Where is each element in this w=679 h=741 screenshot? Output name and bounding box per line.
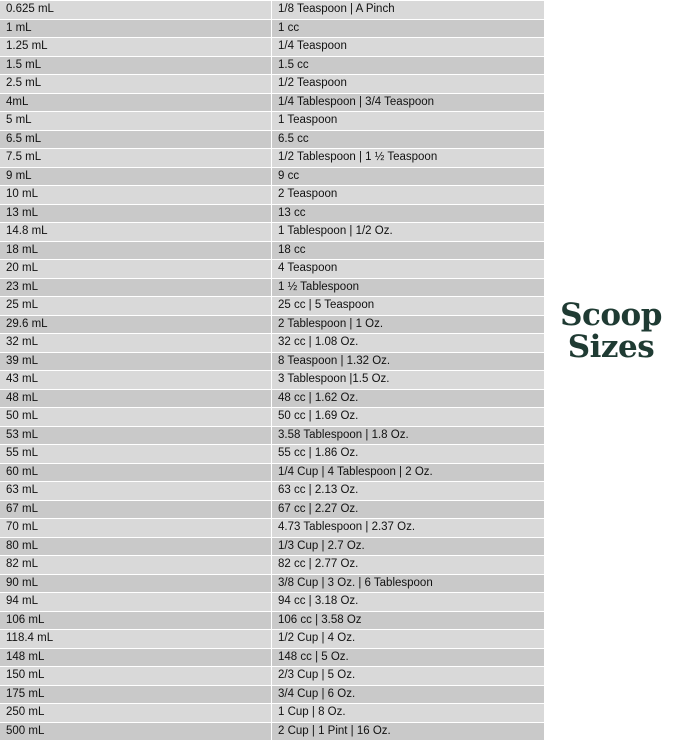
volume-cell: 118.4 mL <box>0 630 272 649</box>
volume-cell: 67 mL <box>0 500 272 519</box>
volume-cell: 175 mL <box>0 685 272 704</box>
equivalent-cell: 3.58 Tablespoon | 1.8 Oz. <box>272 426 545 445</box>
equivalent-cell: 1/2 Cup | 4 Oz. <box>272 630 545 649</box>
table-row <box>0 371 544 390</box>
equivalent-cell: 2 Tablespoon | 1 Oz. <box>272 315 545 334</box>
table-row <box>0 445 544 464</box>
table-row <box>0 19 544 38</box>
volume-cell: 106 mL <box>0 611 272 630</box>
volume-cell: 14.8 mL <box>0 223 272 242</box>
equivalent-cell: 94 cc | 3.18 Oz. <box>272 593 545 612</box>
volume-cell: 55 mL <box>0 445 272 464</box>
volume-cell: 1 mL <box>0 19 272 38</box>
table-row <box>0 38 544 57</box>
volume-cell: 23 mL <box>0 278 272 297</box>
equivalent-cell: 106 cc | 3.58 Oz <box>272 611 545 630</box>
equivalent-cell: 50 cc | 1.69 Oz. <box>272 408 545 427</box>
equivalent-cell: 32 cc | 1.08 Oz. <box>272 334 545 353</box>
volume-cell: 70 mL <box>0 519 272 538</box>
volume-cell: 1.25 mL <box>0 38 272 57</box>
volume-cell: 148 mL <box>0 648 272 667</box>
equivalent-cell: 1 ½ Tablespoon <box>272 278 545 297</box>
equivalent-cell: 1/8 Teaspoon | A Pinch <box>272 1 545 20</box>
table-row <box>0 630 544 649</box>
table-row <box>0 519 544 538</box>
equivalent-cell: 148 cc | 5 Oz. <box>272 648 545 667</box>
scoop-sizes-logo <box>543 297 679 365</box>
equivalent-cell: 1 Tablespoon | 1/2 Oz. <box>272 223 545 242</box>
equivalent-cell: 1.5 cc <box>272 56 545 75</box>
volume-cell: 39 mL <box>0 352 272 371</box>
equivalent-cell: 2/3 Cup | 5 Oz. <box>272 667 545 686</box>
volume-cell: 90 mL <box>0 574 272 593</box>
equivalent-cell: 1 Cup | 8 Oz. <box>272 704 545 723</box>
conversion-table-body <box>0 1 544 741</box>
volume-cell: 5 mL <box>0 112 272 131</box>
volume-cell: 60 mL <box>0 463 272 482</box>
volume-cell: 29.6 mL <box>0 315 272 334</box>
volume-cell: 250 mL <box>0 704 272 723</box>
table-row <box>0 537 544 556</box>
volume-cell: 10 mL <box>0 186 272 205</box>
table-row <box>0 574 544 593</box>
logo-line-one: Scoop <box>560 297 662 333</box>
table-row <box>0 704 544 723</box>
equivalent-cell: 3/4 Cup | 6 Oz. <box>272 685 545 704</box>
table-row <box>0 556 544 575</box>
table-row <box>0 1 544 20</box>
volume-cell: 20 mL <box>0 260 272 279</box>
table-row <box>0 648 544 667</box>
equivalent-cell: 82 cc | 2.77 Oz. <box>272 556 545 575</box>
volume-cell: 94 mL <box>0 593 272 612</box>
equivalent-cell: 1/4 Cup | 4 Tablespoon | 2 Oz. <box>272 463 545 482</box>
equivalent-cell: 63 cc | 2.13 Oz. <box>272 482 545 501</box>
table-row <box>0 130 544 149</box>
table-row <box>0 297 544 316</box>
table-row <box>0 315 544 334</box>
equivalent-cell: 1/2 Teaspoon <box>272 75 545 94</box>
table-row <box>0 685 544 704</box>
equivalent-cell: 1 cc <box>272 19 545 38</box>
equivalent-cell: 25 cc | 5 Teaspoon <box>272 297 545 316</box>
volume-cell: 53 mL <box>0 426 272 445</box>
volume-cell: 9 mL <box>0 167 272 186</box>
table-row <box>0 500 544 519</box>
equivalent-cell: 55 cc | 1.86 Oz. <box>272 445 545 464</box>
equivalent-cell: 2 Cup | 1 Pint | 16 Oz. <box>272 722 545 741</box>
equivalent-cell: 1/3 Cup | 2.7 Oz. <box>272 537 545 556</box>
equivalent-cell: 8 Teaspoon | 1.32 Oz. <box>272 352 545 371</box>
table-row <box>0 408 544 427</box>
equivalent-cell: 4 Teaspoon <box>272 260 545 279</box>
table-row <box>0 204 544 223</box>
table-row <box>0 75 544 94</box>
equivalent-cell: 13 cc <box>272 204 545 223</box>
logo-line-two: Sizes <box>567 328 655 365</box>
volume-cell: 2.5 mL <box>0 75 272 94</box>
table-row <box>0 352 544 371</box>
equivalent-cell: 9 cc <box>272 167 545 186</box>
equivalent-cell: 1/2 Tablespoon | 1 ½ Teaspoon <box>272 149 545 168</box>
volume-cell: 13 mL <box>0 204 272 223</box>
table-row <box>0 722 544 741</box>
volume-cell: 63 mL <box>0 482 272 501</box>
volume-cell: 25 mL <box>0 297 272 316</box>
equivalent-cell: 48 cc | 1.62 Oz. <box>272 389 545 408</box>
table-row <box>0 463 544 482</box>
volume-cell: 80 mL <box>0 537 272 556</box>
volume-cell: 4mL <box>0 93 272 112</box>
volume-cell: 43 mL <box>0 371 272 390</box>
volume-cell: 50 mL <box>0 408 272 427</box>
volume-cell: 82 mL <box>0 556 272 575</box>
volume-cell: 7.5 mL <box>0 149 272 168</box>
equivalent-cell: 3 Tablespoon |1.5 Oz. <box>272 371 545 390</box>
equivalent-cell: 1/4 Teaspoon <box>272 38 545 57</box>
equivalent-cell: 67 cc | 2.27 Oz. <box>272 500 545 519</box>
table-row <box>0 93 544 112</box>
equivalent-cell: 4.73 Tablespoon | 2.37 Oz. <box>272 519 545 538</box>
table-row <box>0 56 544 75</box>
table-row <box>0 112 544 131</box>
table-row <box>0 426 544 445</box>
table-row <box>0 260 544 279</box>
equivalent-cell: 3/8 Cup | 3 Oz. | 6 Tablespoon <box>272 574 545 593</box>
table-row <box>0 667 544 686</box>
table-row <box>0 223 544 242</box>
equivalent-cell: 18 cc <box>272 241 545 260</box>
table-row <box>0 241 544 260</box>
volume-cell: 0.625 mL <box>0 1 272 20</box>
equivalent-cell: 2 Teaspoon <box>272 186 545 205</box>
equivalent-cell: 1/4 Tablespoon | 3/4 Teaspoon <box>272 93 545 112</box>
volume-cell: 6.5 mL <box>0 130 272 149</box>
table-row <box>0 334 544 353</box>
volume-cell: 500 mL <box>0 722 272 741</box>
table-row <box>0 278 544 297</box>
table-row <box>0 167 544 186</box>
volume-cell: 1.5 mL <box>0 56 272 75</box>
table-row <box>0 389 544 408</box>
table-row <box>0 186 544 205</box>
volume-cell: 18 mL <box>0 241 272 260</box>
equivalent-cell: 6.5 cc <box>272 130 545 149</box>
equivalent-cell: 1 Teaspoon <box>272 112 545 131</box>
table-row <box>0 149 544 168</box>
table-row <box>0 593 544 612</box>
volume-cell: 48 mL <box>0 389 272 408</box>
table-row <box>0 611 544 630</box>
table-row <box>0 482 544 501</box>
volume-cell: 150 mL <box>0 667 272 686</box>
volume-cell: 32 mL <box>0 334 272 353</box>
